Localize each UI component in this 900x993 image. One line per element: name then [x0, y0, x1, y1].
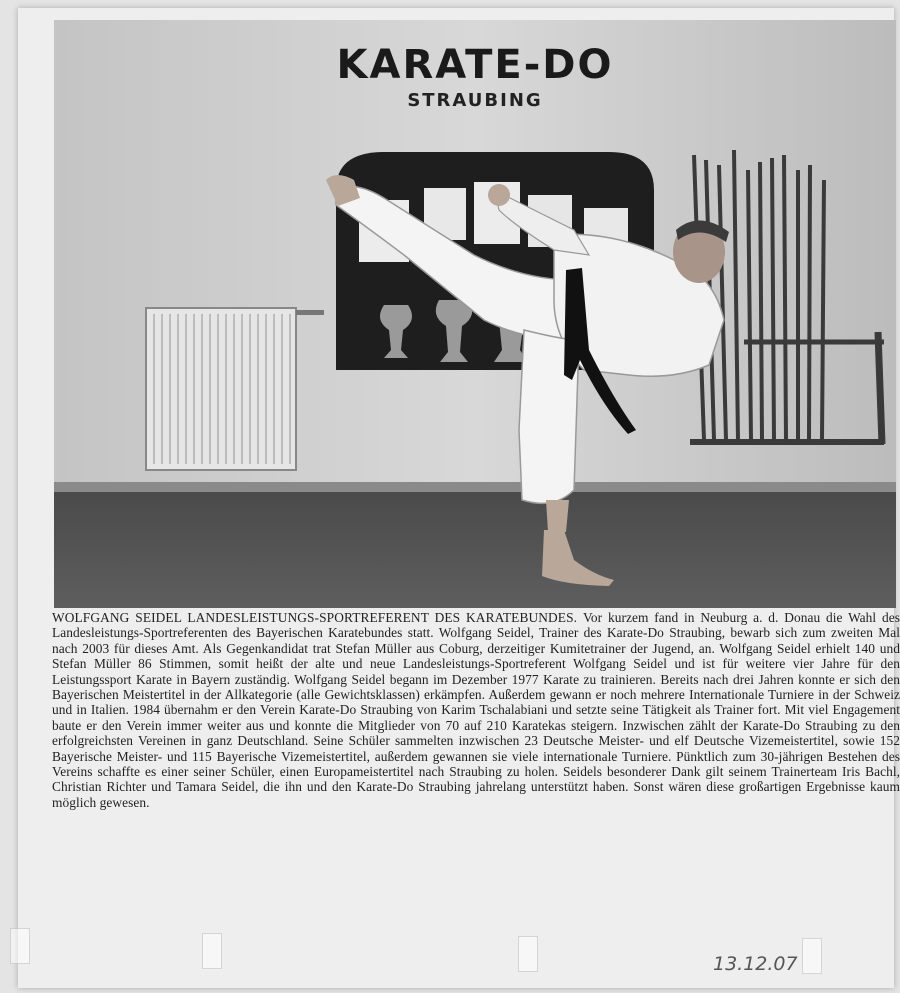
- tape-strip: [10, 928, 30, 964]
- sign-title: KARATE-DO: [336, 42, 614, 88]
- article-text: [52, 610, 900, 810]
- handwritten-date: 13.12.07: [713, 953, 798, 975]
- tape-strip: [202, 933, 222, 969]
- tape-strip: [518, 936, 538, 972]
- newspaper-clipping: [18, 8, 900, 988]
- sign-subtitle: STRAUBING: [407, 90, 543, 111]
- tape-strip: [802, 938, 822, 974]
- article-body: Vor kurzem fand in Neuburg a. d. Donau die Wahl des Landesleistungs-Sportreferenten des Bayerischen Karatebundes statt. Wolfgang Seidel, Trainer des Karate-Do Straubing, bewarb sich zum zweiten Mal nach 2003 für dieses Amt. Als Gegenkandidat trat Stefan Müller aus Coburg, derzeitiger Kumitetrainer der Jugend, an. Wolfgang Seidel erhielt 140 und Stefan Müller 86 Stimmen, somit heißt der alte und neue Landesleistungs-Sportreferent Wolfgang Seidel und ist für weitere vier Jahre für den Leistungssport Karate in Bayern zuständig. Wolfgang Seidel begann im Dezember 1977 Karate zu trainieren. Bereits nach drei Jahren konnte er sich den Bayerischen Meistertitel in der Allkategorie (alle Gewichtsklassen) erkämpfen. Außerdem gewann er noch mehrere Internationale Turniere in der Schweiz und in Italien. 1984 übernahm er den Verein Karate-Do Straubing von Karim Tschalabiani und setzte seine Tätigkeit als Trainer fort. Mit viel Engagement baute er den Verein immer weiter aus und konnte die Mitglieder von 70 auf 210 Karatekas steigern. Inzwischen zählt der Karate-Do Straubing zu den erfolgreichsten Vereinen in ganz Deutschland. Seine Schüler sammelten inzwischen 23 Deutsche Meister- und elf Deutsche Vizemeistertitel, sowie 152 Bayerische Meister- und 115 Bayerische Vizemeistertitel, außerdem gewannen sie viele internationale Turniere. Pünktlich zum 30-jährigen Bestehen des Vereins schaffte es einer seiner Schüler, einen Europameistertitel nach Straubing zu holen. Seidels besonderer Dank gilt seinem Trainerteam Iris Bachl, Christian Richter und Tamara Seidel, die ihn und den Karate-Do Straubing jahrelang unterstützt haben. Sonst wären diese großartigen Ergebnisse kaum möglich gewesen.: [52, 610, 900, 810]
- article-headline: WOLFGANG SEIDEL LANDESLEISTUNGS-SPORTREFERENT DES KARATEBUNDES.: [52, 610, 583, 625]
- karate-photo: [54, 20, 896, 608]
